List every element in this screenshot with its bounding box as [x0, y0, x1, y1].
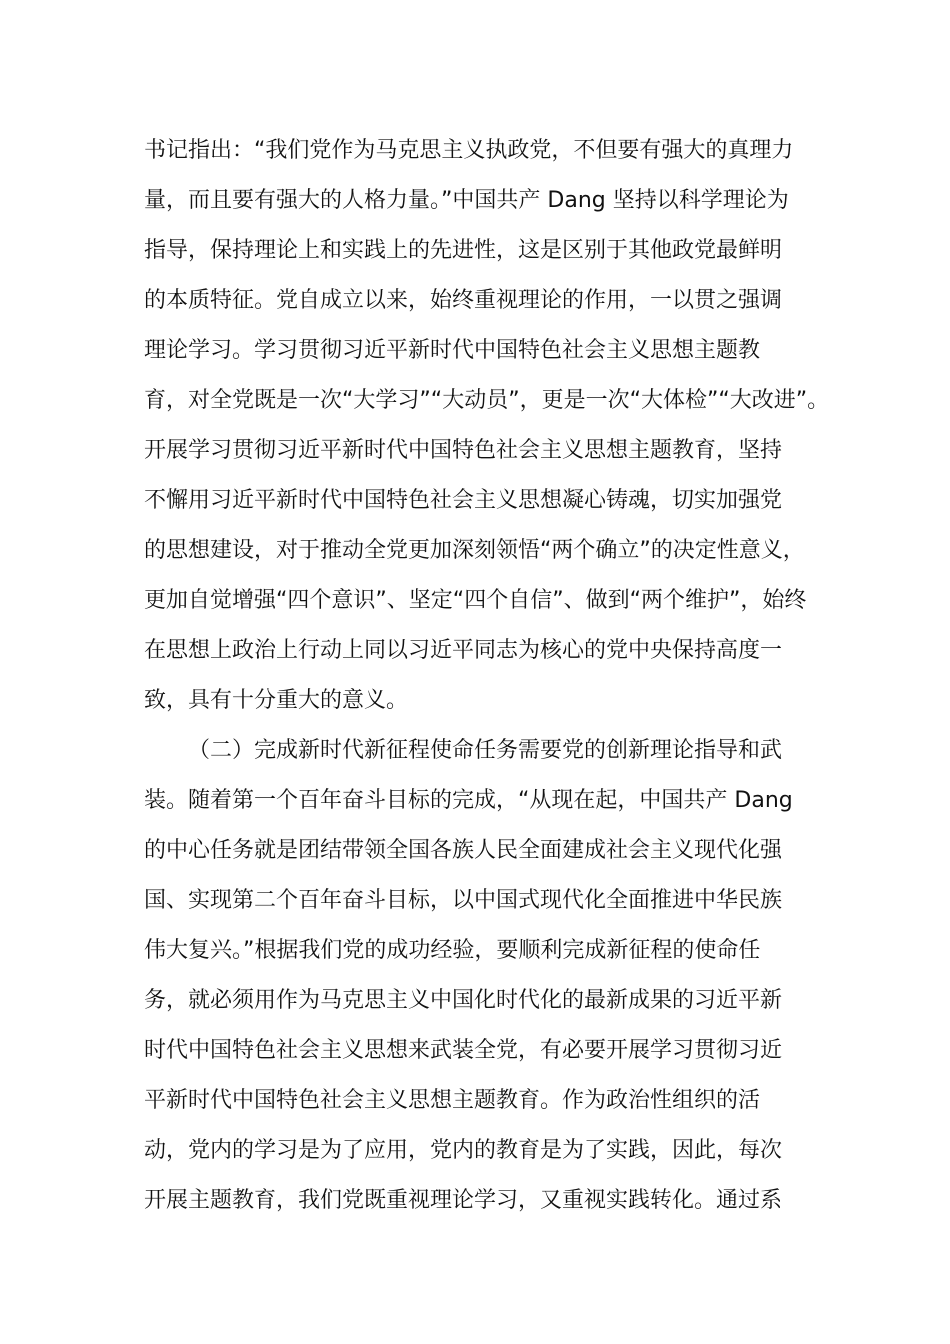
text-line: 的中心任务就是团结带领全国各族人民全面建成社会主义现代化强: [144, 838, 783, 863]
text-line: 不懈用习近平新时代中国特色社会主义思想凝心铸魂，切实加强党: [144, 488, 783, 513]
text-line: 伟大复兴。”根据我们党的成功经验，要顺利完成新征程的使命任: [144, 938, 761, 963]
paragraph-2: [144, 726, 809, 1226]
text-line: 的思想建设，对于推动全党更加深刻领悟“两个确立”的决定性意义，: [144, 538, 805, 563]
text-line: 更加自觉增强“四个意识”、坚定“四个自信”、做到“两个维护”，始终: [144, 588, 807, 613]
text-line: 的本质特征。党自成立以来，始终重视理论的作用，一以贯之强调: [144, 288, 783, 313]
text-line: 育，对全党既是一次“大学习”“大动员”，更是一次“大体检”“大改进”。: [144, 388, 830, 413]
document-body: [144, 126, 830, 1226]
text-line: 国、实现第二个百年奋斗目标，以中国式现代化全面推进中华民族: [144, 888, 783, 913]
text-line: 装。随着第一个百年奋斗目标的完成，“从现在起，中国共产 Dang: [144, 788, 793, 813]
text-line: 动，党内的学习是为了应用，党内的教育是为了实践，因此，每次: [144, 1138, 783, 1163]
section-heading-line: （二）完成新时代新征程使命任务需要党的创新理论指导和武: [188, 738, 783, 763]
text-line: 量，而且要有强大的人格力量。”中国共产 Dang 坚持以科学理论为: [144, 188, 789, 213]
text-line: 平新时代中国特色社会主义思想主题教育。作为政治性组织的活: [144, 1088, 761, 1113]
text-line: 务，就必须用作为马克思主义中国化时代化的最新成果的习近平新: [144, 988, 783, 1013]
text-line: 开展学习贯彻习近平新时代中国特色社会主义思想主题教育，坚持: [144, 438, 783, 463]
text-line: 书记指出：“我们党作为马克思主义执政党，不但要有强大的真理力: [144, 138, 794, 163]
text-line: 开展主题教育，我们党既重视理论学习，又重视实践转化。通过系: [144, 1188, 783, 1213]
text-line: 时代中国特色社会主义思想来武装全党，有必要开展学习贯彻习近: [144, 1038, 783, 1063]
text-line: 致，具有十分重大的意义。: [144, 688, 409, 713]
paragraph-1: [144, 126, 830, 726]
text-line: 理论学习。学习贯彻习近平新时代中国特色社会主义思想主题教: [144, 338, 761, 363]
text-line: 指导，保持理论上和实践上的先进性，这是区别于其他政党最鲜明: [144, 238, 783, 263]
text-line: 在思想上政治上行动上同以习近平同志为核心的党中央保持高度一: [144, 638, 783, 663]
